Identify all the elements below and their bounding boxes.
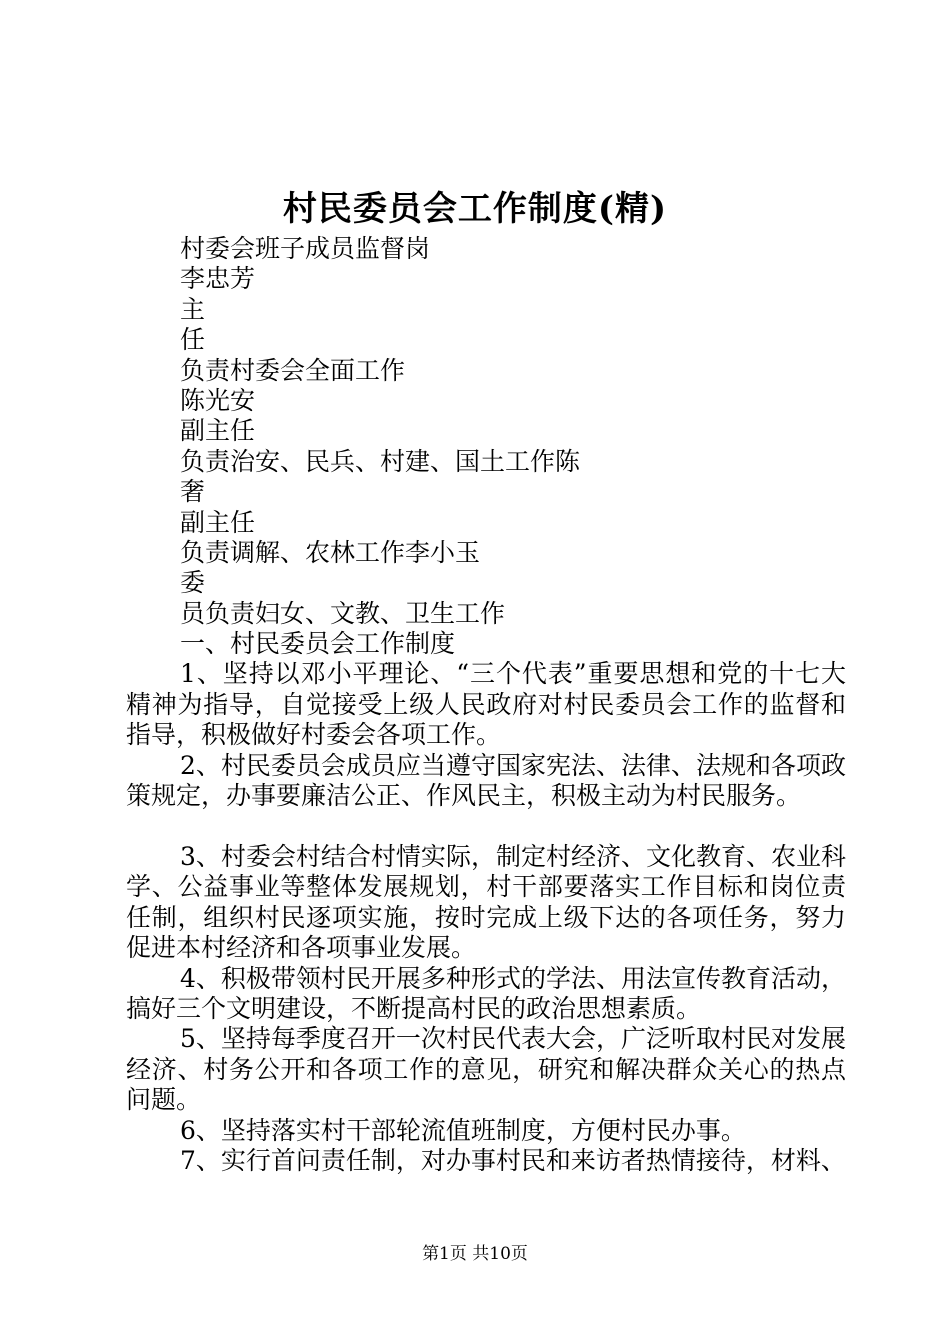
roster-line: 任 [180,325,206,355]
paragraph: 7、实行首问责任制，对办事村民和来访者热情接待，材料、 [180,1145,846,1175]
paragraph: 1、坚持以邓小平理论、“三个代表”重要思想和党的十七大精神为指导，自觉接受上级人民政府对村民委员会工作的监督和指导，积极做好村委会各项工作。 [126,659,846,750]
roster-line: 负责村委会全面工作 [180,355,406,385]
paragraph: 4、积极带领村民开展多种形式的学法、用法宣传教育活动，搞好三个文明建设，不断提高村民的政治思想素质。 [126,963,846,1023]
paragraph: 2、村民委员会成员应当遵守国家宪法、法律、法规和各项政策规定，办事要廉洁公正、作风民主，积极主动为村民服务。 [126,750,846,811]
roster-line: 委 [180,568,206,598]
page-number: 第1页 共10页 [422,1244,528,1264]
blank-line [126,812,846,842]
roster-line: 主 [180,294,206,324]
roster-line: 负责调解、农林工作李小玉 [180,537,481,567]
roster-line: 副主任 [180,507,256,537]
roster-line: 负责治安、民兵、村建、国土工作陈 [180,446,581,476]
roster-line: 奢 [180,477,206,507]
paragraph: 6、坚持落实村干部轮流值班制度，方便村民办事。 [180,1115,746,1145]
roster-line: 陈光安 [180,385,256,415]
roster-line: 李忠芳 [180,264,256,294]
roster-line: 员负责妇女、文教、卫生工作 [180,598,506,628]
roster-line: 副主任 [180,416,256,446]
roster-line: 村委会班子成员监督岗 [180,234,431,263]
document-title: 村民委员会工作制度(精) [282,189,668,229]
document-body [126,234,846,1176]
paragraph: 5、坚持每季度召开一次村民代表大会，广泛听取村民对发展经济、村务公开和各项工作的意见，研究和解决群众关心的热点问题。 [126,1024,846,1115]
section-heading: 一、村民委员会工作制度 [180,629,456,659]
paragraph: 3、村委会村结合村情实际，制定村经济、文化教育、农业科学、公益事业等整体发展规划，村干部要落实工作目标和岗位责任制，组织村民逐项实施，按时完成上级下达的各项任务，努力促进本村经济和各项事业发展。 [126,841,846,963]
